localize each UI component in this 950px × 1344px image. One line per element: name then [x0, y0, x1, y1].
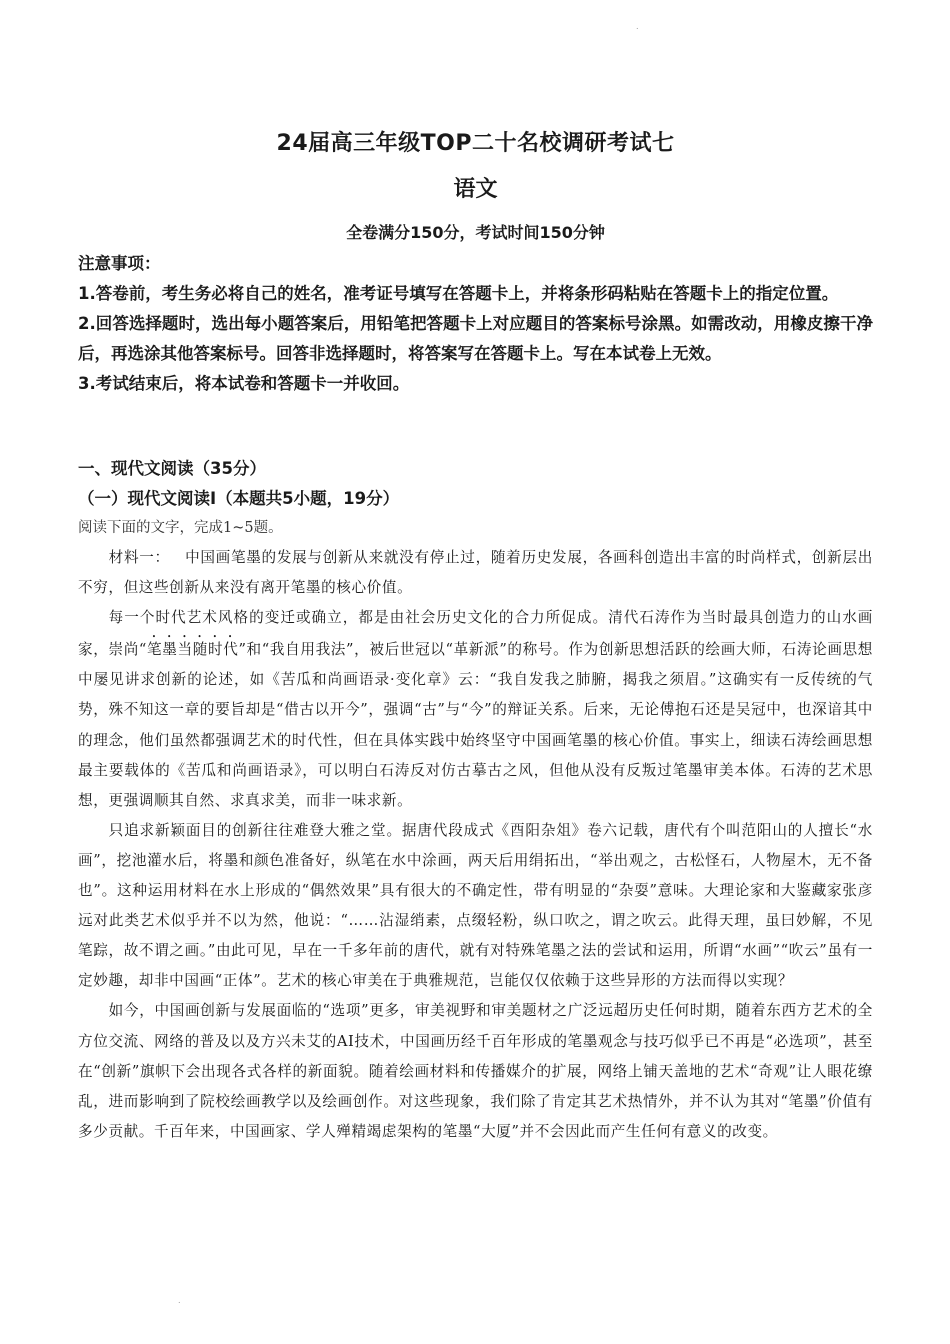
notice-heading: 注意事项： — [78, 254, 161, 273]
reading-passage — [78, 543, 873, 1147]
scan-dot-mark: . — [636, 22, 639, 31]
subject-title: 语文 — [453, 177, 498, 202]
passage-paragraph: 每一个时代艺术风格的变迁或确立，都是由社会历史文化的合力所促成。清代石涛作为当时最具创造力的山水画家，崇尚“笔墨当随时代”和“我自用我法”，被后世冠以“革新派”的称号。作为创新思想活跃的绘画大师，石涛论画思想中屡见讲求创新的论述，如《苦瓜和尚画语录·变化章》云：“我自发我之肺腑，揭我之须眉。”这确实有一反传统的气势，殊不知这一章的要旨却是“借古以开今”，强调“古”与“今”的辩证关系。后来，无论傅抱石还是吴冠中，也深谙其中的理念，他们虽然都强调艺术的时代性，但在具体实践中始终坚守中国画笔墨的核心价值。事实上，细读石涛绘画思想最主要载体的《苦瓜和尚画语录》，可以明白石涛反对仿古摹古之风，但他从没有反叛过笔墨审美本体。石涛的艺术思想，更强调顺其自然、求真求美，而非一味求新。 — [78, 609, 873, 809]
reading-instruction: 阅读下面的文字，完成1~5题。 — [78, 520, 283, 536]
scan-dot-mark: . — [178, 1296, 181, 1305]
score-info: 全卷满分150分，考试时间150分钟 — [346, 223, 605, 242]
subsection-heading: （一）现代文阅读Ⅰ（本题共5小题，19分） — [78, 489, 400, 508]
passage-paragraph: 材料一： 中国画笔墨的发展与创新从来就没有停止过，随着历史发展，各画科创造出丰富的时尚样式，创新层出不穷，但这些创新从来没有离开笔墨的核心价值。 — [78, 549, 873, 597]
notice-block — [78, 249, 873, 399]
notice-item: 2.回答选择题时，选出每小题答案后，用铅笔把答题卡上对应题目的答案标号涂黑。如需改动，用橡皮擦干净后，再选涂其他答案标号。回答非选择题时，将答案写在答题卡上。写在本试卷上无效。 — [78, 314, 873, 363]
material-label: 材料一： — [108, 549, 170, 566]
passage-paragraph: 如今，中国画创新与发展面临的“选项”更多，审美视野和审美题材之广泛远超历史任何时期，随着东西方艺术的全方位交流、网络的普及以及方兴未艾的AI技术，中国画历经千百年形成的笔墨观念与技巧似乎已不再是“必选项”，甚至在“创新”旗帜下会出现各式各样的新面貌。随着绘画材料和传播媒介的扩展，网络上铺天盖地的艺术“奇观”让人眼花缭乱，进而影响到了院校绘画教学以及绘画创作。对这些现象，我们除了肯定其艺术热情外，并不认为其对“笔墨”价值有多少贡献。千百年来，中国画家、学人殚精竭虑架构的笔墨“大厦”并不会因此而产生任何有意义的改变。 — [78, 1002, 873, 1140]
emphasized-phrase: 笔墨当随时代 — [147, 641, 239, 659]
exam-title: 24届高三年级TOP二十名校调研考试七 — [276, 131, 675, 156]
notice-item: 3.考试结束后，将本试卷和答题卡一并收回。 — [78, 374, 410, 393]
notice-item: 1.答卷前，考生务必将自己的姓名，准考证号填写在答题卡上，并将条形码粘贴在答题卡上的指定位置。 — [78, 284, 839, 303]
section-heading: 一、现代文阅读（35分） — [78, 459, 266, 478]
passage-paragraph: 只追求新颖面目的创新往往难登大雅之堂。据唐代段成式《酉阳杂俎》卷六记载，唐代有个叫范阳山的人擅长“水画”，挖池灌水后，将墨和颜色准备好，纵笔在水中涂画，两天后用绢拓出，“举出观之，古松怪石，人物屋木，无不备也”。这种运用材料在水上形成的“偶然效果”具有很大的不确定性，带有明显的“杂耍”意味。大理论家和大鉴藏家张彦远对此类艺术似乎并不以为然，他说：“……沾湿绡素，点缀轻粉，纵口吹之，谓之吹云。此得天理，虽曰妙解，不见笔踪，故不谓之画。”由此可见，早在一千多年前的唐代，就有对特殊笔墨之法的尝试和运用，所谓“水画”“吹云”虽有一定妙趣，却非中国画“正体”。艺术的核心审美在于典雅规范，岂能仅仅依赖于这些异形的方法而得以实现？ — [78, 821, 873, 990]
